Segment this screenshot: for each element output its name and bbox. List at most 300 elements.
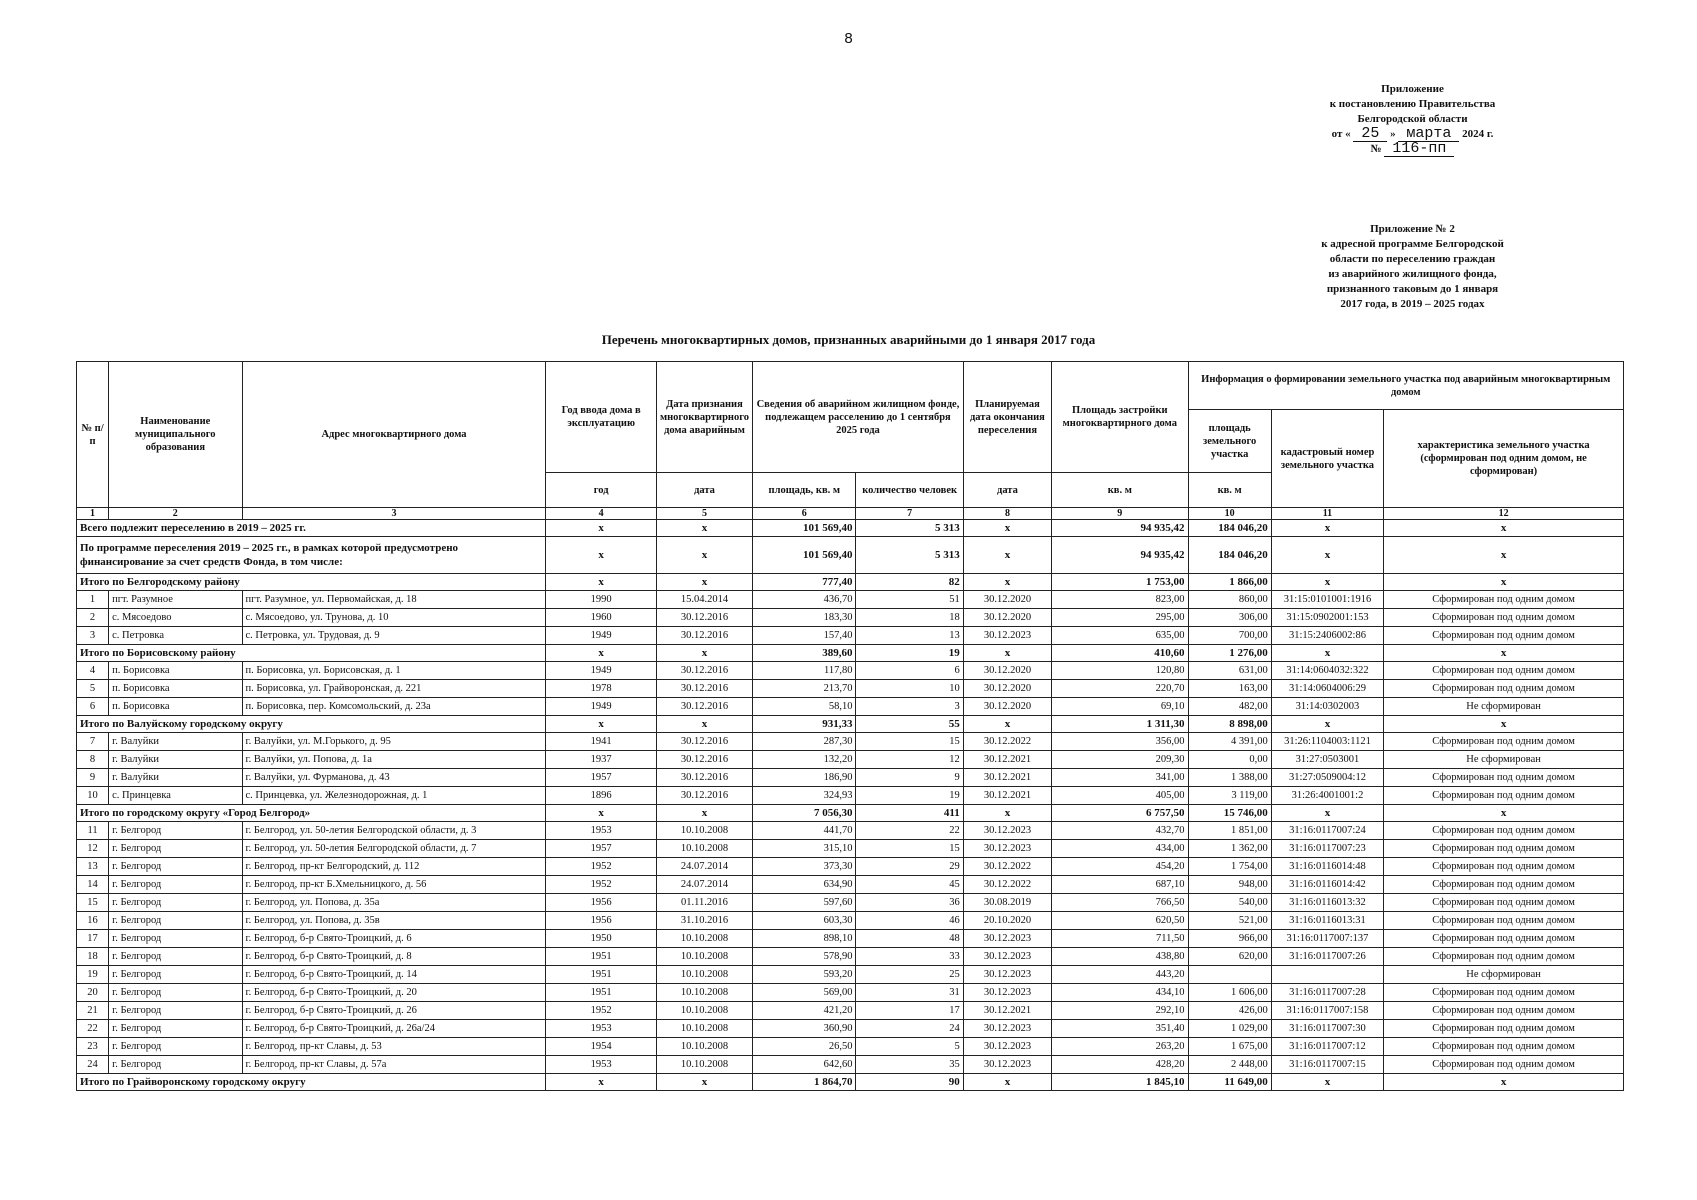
row-number: 16 bbox=[77, 912, 109, 930]
year-cell: 1954 bbox=[546, 1038, 656, 1056]
land-area-cell: 521,00 bbox=[1188, 912, 1271, 930]
people-cell: 411 bbox=[856, 805, 963, 822]
municipality-cell: г. Белгород bbox=[109, 1020, 242, 1038]
row-number: 19 bbox=[77, 966, 109, 984]
row-number: 21 bbox=[77, 1002, 109, 1020]
plan-date-cell: х bbox=[963, 645, 1051, 662]
address-cell: п. Борисовка, пер. Комсомольский, д. 23а bbox=[242, 698, 546, 716]
date-cell: 10.10.2008 bbox=[656, 1038, 752, 1056]
area-cell: 58,10 bbox=[753, 698, 856, 716]
municipality-cell: с. Принцевка bbox=[109, 787, 242, 805]
header-num: № п/п bbox=[77, 362, 109, 508]
total-row bbox=[77, 520, 1624, 537]
year-cell: 1952 bbox=[546, 1002, 656, 1020]
column-number: 8 bbox=[963, 508, 1051, 520]
people-cell: 15 bbox=[856, 840, 963, 858]
land-char-cell: Не сформирован bbox=[1384, 966, 1624, 984]
people-cell: 17 bbox=[856, 1002, 963, 1020]
date-cell: 30.12.2016 bbox=[656, 769, 752, 787]
year-cell: 1950 bbox=[546, 930, 656, 948]
plan-date-cell: 30.12.2023 bbox=[963, 1038, 1051, 1056]
column-number: 5 bbox=[656, 508, 752, 520]
table-row bbox=[77, 840, 1624, 858]
address-cell: п. Борисовка, ул. Борисовская, д. 1 bbox=[242, 662, 546, 680]
built-area-cell: 94 935,42 bbox=[1052, 520, 1188, 537]
municipality-cell: с. Петровка bbox=[109, 627, 242, 645]
year-cell: х bbox=[546, 520, 656, 537]
municipality-cell: г. Белгород bbox=[109, 948, 242, 966]
plan-date-cell: 30.12.2023 bbox=[963, 822, 1051, 840]
table-row bbox=[77, 984, 1624, 1002]
cadastral-cell: 31:27:0509004:12 bbox=[1271, 769, 1383, 787]
header-address: Адрес многоквартирного дома bbox=[242, 362, 546, 508]
year-cell: 1941 bbox=[546, 733, 656, 751]
unit-area: площадь, кв. м bbox=[753, 473, 856, 508]
area-cell: 931,33 bbox=[753, 716, 856, 733]
municipality-cell: г. Белгород bbox=[109, 858, 242, 876]
date-cell: 30.12.2016 bbox=[656, 733, 752, 751]
year-cell: 1960 bbox=[546, 609, 656, 627]
table-row bbox=[77, 822, 1624, 840]
document-title: Перечень многоквартирных домов, признанных аварийными до 1 января 2017 года bbox=[601, 332, 1096, 347]
built-area-cell: 295,00 bbox=[1052, 609, 1188, 627]
row-number: 9 bbox=[77, 769, 109, 787]
area-cell: 421,20 bbox=[753, 1002, 856, 1020]
area-cell: 593,20 bbox=[753, 966, 856, 984]
cadastral-cell: 31:15:2406002:86 bbox=[1271, 627, 1383, 645]
people-cell: 33 bbox=[856, 948, 963, 966]
land-char-cell: х bbox=[1384, 1074, 1624, 1091]
total-row bbox=[77, 1074, 1624, 1091]
table-row bbox=[77, 698, 1624, 716]
plan-date-cell: 30.12.2023 bbox=[963, 930, 1051, 948]
cadastral-cell: х bbox=[1271, 1074, 1383, 1091]
row-number: 14 bbox=[77, 876, 109, 894]
address-cell: п. Борисовка, ул. Грайворонская, д. 221 bbox=[242, 680, 546, 698]
decree-number bbox=[1290, 142, 1535, 157]
area-cell: 26,50 bbox=[753, 1038, 856, 1056]
header-built-area: Площадь застройки многоквартирного дома bbox=[1052, 362, 1188, 473]
plan-date-cell: 30.12.2020 bbox=[963, 591, 1051, 609]
land-char-cell: Сформирован под одним домом bbox=[1384, 591, 1624, 609]
land-area-cell: 482,00 bbox=[1188, 698, 1271, 716]
land-area-cell: 184 046,20 bbox=[1188, 520, 1271, 537]
area-cell: 7 056,30 bbox=[753, 805, 856, 822]
area-cell: 569,00 bbox=[753, 984, 856, 1002]
land-area-cell: 1 866,00 bbox=[1188, 574, 1271, 591]
unit-year: год bbox=[546, 473, 656, 508]
land-char-cell: Сформирован под одним домом bbox=[1384, 787, 1624, 805]
column-number: 10 bbox=[1188, 508, 1271, 520]
row-number: 22 bbox=[77, 1020, 109, 1038]
plan-date-cell: х bbox=[963, 716, 1051, 733]
row-number: 20 bbox=[77, 984, 109, 1002]
people-cell: 51 bbox=[856, 591, 963, 609]
people-cell: 36 bbox=[856, 894, 963, 912]
built-area-cell: 6 757,50 bbox=[1052, 805, 1188, 822]
people-cell: 19 bbox=[856, 645, 963, 662]
plan-date-cell: 30.12.2023 bbox=[963, 948, 1051, 966]
area-cell: 287,30 bbox=[753, 733, 856, 751]
address-cell: пгт. Разумное, ул. Первомайская, д. 18 bbox=[242, 591, 546, 609]
column-number: 6 bbox=[753, 508, 856, 520]
date-cell: 24.07.2014 bbox=[656, 858, 752, 876]
people-cell: 22 bbox=[856, 822, 963, 840]
total-label: Итого по Грайворонскому городскому округу bbox=[77, 1074, 546, 1091]
row-number: 10 bbox=[77, 787, 109, 805]
date-cell: 30.12.2016 bbox=[656, 662, 752, 680]
land-area-cell: 3 119,00 bbox=[1188, 787, 1271, 805]
people-cell: 25 bbox=[856, 966, 963, 984]
cadastral-cell: 31:16:0116013:32 bbox=[1271, 894, 1383, 912]
cadastral-cell: 31:16:0117007:158 bbox=[1271, 1002, 1383, 1020]
plan-date-cell: 30.12.2020 bbox=[963, 698, 1051, 716]
land-area-cell: 1 388,00 bbox=[1188, 769, 1271, 787]
address-cell: г. Белгород, ул. 50-летия Белгородской области, д. 3 bbox=[242, 822, 546, 840]
total-label: Всего подлежит переселению в 2019 – 2025 гг. bbox=[77, 520, 546, 537]
land-char-cell: х bbox=[1384, 805, 1624, 822]
address-cell: г. Белгород, б-р Свято-Троицкий, д. 26 bbox=[242, 1002, 546, 1020]
cadastral-cell: 31:16:0117007:12 bbox=[1271, 1038, 1383, 1056]
table-row bbox=[77, 930, 1624, 948]
total-label: По программе переселения 2019 – 2025 гг., в рамках которой предусмотрено финансирование за счет средств Фонда, в том числе: bbox=[77, 537, 546, 574]
people-cell: 82 bbox=[856, 574, 963, 591]
land-area-cell: 163,00 bbox=[1188, 680, 1271, 698]
land-char-cell: Сформирован под одним домом bbox=[1384, 984, 1624, 1002]
address-cell: г. Белгород, ул. Попова, д. 35а bbox=[242, 894, 546, 912]
header-land-info: Информация о формировании земельного участка под аварийным многоквартирным домом bbox=[1188, 362, 1623, 410]
cadastral-cell: 31:15:0101001:1916 bbox=[1271, 591, 1383, 609]
people-cell: 6 bbox=[856, 662, 963, 680]
row-number: 11 bbox=[77, 822, 109, 840]
header-land-char: характеристика земельного участка (сформирован под одним домом, не сформирован) bbox=[1384, 410, 1624, 508]
municipality-cell: с. Мясоедово bbox=[109, 609, 242, 627]
plan-date-cell: 30.12.2021 bbox=[963, 1002, 1051, 1020]
people-cell: 5 bbox=[856, 1038, 963, 1056]
year-cell: 1957 bbox=[546, 769, 656, 787]
people-cell: 19 bbox=[856, 787, 963, 805]
land-char-cell: х bbox=[1384, 645, 1624, 662]
table-body bbox=[77, 520, 1624, 1091]
municipality-cell: г. Белгород bbox=[109, 876, 242, 894]
land-char-cell: Сформирован под одним домом bbox=[1384, 769, 1624, 787]
date-cell: х bbox=[656, 716, 752, 733]
municipality-cell: г. Валуйки bbox=[109, 733, 242, 751]
built-area-cell: 687,10 bbox=[1052, 876, 1188, 894]
government-decree-appendix bbox=[1290, 82, 1535, 157]
decree-number-value: 116-пп bbox=[1384, 142, 1454, 157]
table-row bbox=[77, 948, 1624, 966]
land-char-cell: Сформирован под одним домом bbox=[1384, 858, 1624, 876]
unit-plan-date: дата bbox=[963, 473, 1051, 508]
address-cell: с. Принцевка, ул. Железнодорожная, д. 1 bbox=[242, 787, 546, 805]
table-row bbox=[77, 966, 1624, 984]
appendix-line: Белгородской области bbox=[1357, 113, 1468, 125]
land-area-cell: 966,00 bbox=[1188, 930, 1271, 948]
cadastral-cell: х bbox=[1271, 537, 1383, 574]
cadastral-cell: 31:16:0117007:26 bbox=[1271, 948, 1383, 966]
header-cadastral: кадастровый номер земельного участка bbox=[1271, 410, 1383, 508]
area-cell: 898,10 bbox=[753, 930, 856, 948]
cadastral-cell: 31:15:0902001:153 bbox=[1271, 609, 1383, 627]
date-mid: » bbox=[1390, 128, 1396, 140]
municipality-cell: г. Белгород bbox=[109, 984, 242, 1002]
address-cell: г. Белгород, б-р Свято-Троицкий, д. 26а/24 bbox=[242, 1020, 546, 1038]
emergency-housing-table bbox=[76, 361, 1624, 1091]
plan-date-cell: 30.12.2022 bbox=[963, 876, 1051, 894]
page-number: 8 bbox=[844, 30, 853, 47]
cadastral-cell: 31:27:0503001 bbox=[1271, 751, 1383, 769]
area-cell: 436,70 bbox=[753, 591, 856, 609]
cadastral-cell: 31:16:0116014:42 bbox=[1271, 876, 1383, 894]
column-number: 3 bbox=[242, 508, 546, 520]
municipality-cell: г. Валуйки bbox=[109, 769, 242, 787]
address-cell: г. Белгород, б-р Свято-Троицкий, д. 8 bbox=[242, 948, 546, 966]
year-cell: 1951 bbox=[546, 948, 656, 966]
appendix-line: Приложение № 2 bbox=[1370, 223, 1455, 235]
area-cell: 578,90 bbox=[753, 948, 856, 966]
built-area-cell: 428,20 bbox=[1052, 1056, 1188, 1074]
total-label: Итого по городскому округу «Город Белгород» bbox=[77, 805, 546, 822]
cadastral-cell: 31:16:0117007:15 bbox=[1271, 1056, 1383, 1074]
appendix-line: 2017 года, в 2019 – 2025 годах bbox=[1340, 298, 1485, 310]
built-area-cell: 432,70 bbox=[1052, 822, 1188, 840]
people-cell: 10 bbox=[856, 680, 963, 698]
built-area-cell: 454,20 bbox=[1052, 858, 1188, 876]
program-appendix bbox=[1290, 222, 1535, 312]
municipality-cell: п. Борисовка bbox=[109, 680, 242, 698]
land-char-cell: Сформирован под одним домом bbox=[1384, 662, 1624, 680]
land-area-cell: 1 362,00 bbox=[1188, 840, 1271, 858]
date-cell: х bbox=[656, 520, 752, 537]
column-number: 7 bbox=[856, 508, 963, 520]
header-land-area: площадь земельного участка bbox=[1188, 410, 1271, 473]
year-cell: х bbox=[546, 805, 656, 822]
cadastral-cell: 31:16:0116013:31 bbox=[1271, 912, 1383, 930]
people-cell: 18 bbox=[856, 609, 963, 627]
cadastral-cell: х bbox=[1271, 716, 1383, 733]
total-row bbox=[77, 645, 1624, 662]
plan-date-cell: 30.12.2020 bbox=[963, 609, 1051, 627]
people-cell: 3 bbox=[856, 698, 963, 716]
year-cell: 1951 bbox=[546, 966, 656, 984]
appendix-line: Приложение bbox=[1381, 83, 1444, 95]
municipality-cell: г. Белгород bbox=[109, 912, 242, 930]
year-cell: 1956 bbox=[546, 894, 656, 912]
appendix-line: области по переселению граждан bbox=[1329, 253, 1496, 265]
area-cell: 132,20 bbox=[753, 751, 856, 769]
date-cell: 10.10.2008 bbox=[656, 966, 752, 984]
year-cell: 1937 bbox=[546, 751, 656, 769]
table-row bbox=[77, 1056, 1624, 1074]
date-cell: 10.10.2008 bbox=[656, 1002, 752, 1020]
built-area-cell: 443,20 bbox=[1052, 966, 1188, 984]
built-area-cell: 94 935,42 bbox=[1052, 537, 1188, 574]
plan-date-cell: х bbox=[963, 520, 1051, 537]
people-cell: 31 bbox=[856, 984, 963, 1002]
cadastral-cell: х bbox=[1271, 805, 1383, 822]
year-cell: х bbox=[546, 1074, 656, 1091]
land-area-cell: 184 046,20 bbox=[1188, 537, 1271, 574]
plan-date-cell: 30.12.2020 bbox=[963, 662, 1051, 680]
decree-month: марта bbox=[1398, 127, 1459, 142]
land-char-cell: Сформирован под одним домом bbox=[1384, 1002, 1624, 1020]
built-area-cell: 120,80 bbox=[1052, 662, 1188, 680]
land-area-cell: 620,00 bbox=[1188, 948, 1271, 966]
people-cell: 35 bbox=[856, 1056, 963, 1074]
total-row bbox=[77, 574, 1624, 591]
row-number: 8 bbox=[77, 751, 109, 769]
land-char-cell: х bbox=[1384, 716, 1624, 733]
plan-date-cell: 30.12.2023 bbox=[963, 840, 1051, 858]
area-cell: 389,60 bbox=[753, 645, 856, 662]
row-number: 12 bbox=[77, 840, 109, 858]
municipality-cell: г. Белгород bbox=[109, 840, 242, 858]
built-area-cell: 711,50 bbox=[1052, 930, 1188, 948]
land-area-cell bbox=[1188, 966, 1271, 984]
land-area-cell: 700,00 bbox=[1188, 627, 1271, 645]
land-area-cell: 1 754,00 bbox=[1188, 858, 1271, 876]
area-cell: 1 864,70 bbox=[753, 1074, 856, 1091]
area-cell: 324,93 bbox=[753, 787, 856, 805]
plan-date-cell: х bbox=[963, 805, 1051, 822]
municipality-cell: г. Белгород bbox=[109, 1038, 242, 1056]
address-cell: г. Белгород, ул. Попова, д. 35в bbox=[242, 912, 546, 930]
row-number: 23 bbox=[77, 1038, 109, 1056]
date-cell: х bbox=[656, 1074, 752, 1091]
year-cell: х bbox=[546, 574, 656, 591]
year-cell: 1978 bbox=[546, 680, 656, 698]
land-area-cell: 540,00 bbox=[1188, 894, 1271, 912]
table-row bbox=[77, 1002, 1624, 1020]
people-cell: 45 bbox=[856, 876, 963, 894]
municipality-cell: г. Белгород bbox=[109, 930, 242, 948]
municipality-cell: г. Валуйки bbox=[109, 751, 242, 769]
column-number: 1 bbox=[77, 508, 109, 520]
date-cell: 24.07.2014 bbox=[656, 876, 752, 894]
year-cell: 1949 bbox=[546, 627, 656, 645]
address-cell: с. Мясоедово, ул. Трунова, д. 10 bbox=[242, 609, 546, 627]
land-area-cell: 860,00 bbox=[1188, 591, 1271, 609]
column-number: 11 bbox=[1271, 508, 1383, 520]
row-number: 17 bbox=[77, 930, 109, 948]
table-row bbox=[77, 733, 1624, 751]
address-cell: г. Белгород, пр-кт Белгородский, д. 112 bbox=[242, 858, 546, 876]
date-cell: 30.12.2016 bbox=[656, 627, 752, 645]
appendix-line: к адресной программе Белгородской bbox=[1321, 238, 1504, 250]
address-cell: г. Белгород, пр-кт Славы, д. 53 bbox=[242, 1038, 546, 1056]
plan-date-cell: 30.12.2020 bbox=[963, 680, 1051, 698]
year-cell: 1952 bbox=[546, 876, 656, 894]
year-cell: 1896 bbox=[546, 787, 656, 805]
appendix-line: к постановлению Правительства bbox=[1329, 98, 1496, 110]
area-cell: 360,90 bbox=[753, 1020, 856, 1038]
year-cell: х bbox=[546, 645, 656, 662]
cadastral-cell: 31:16:0116014:48 bbox=[1271, 858, 1383, 876]
cadastral-cell: 31:16:0117007:30 bbox=[1271, 1020, 1383, 1038]
decree-day: 25 bbox=[1353, 127, 1387, 142]
date-cell: 10.10.2008 bbox=[656, 1020, 752, 1038]
total-row bbox=[77, 805, 1624, 822]
total-label: Итого по Валуйскому городскому округу bbox=[77, 716, 546, 733]
row-number: 1 bbox=[77, 591, 109, 609]
year-cell: 1953 bbox=[546, 1056, 656, 1074]
table-row bbox=[77, 769, 1624, 787]
people-cell: 29 bbox=[856, 858, 963, 876]
year-cell: 1953 bbox=[546, 1020, 656, 1038]
cadastral-cell: 31:16:0117007:28 bbox=[1271, 984, 1383, 1002]
land-area-cell: 1 675,00 bbox=[1188, 1038, 1271, 1056]
date-cell: 30.12.2016 bbox=[656, 751, 752, 769]
number-prefix: № bbox=[1370, 143, 1382, 155]
people-cell: 12 bbox=[856, 751, 963, 769]
land-char-cell: Сформирован под одним домом bbox=[1384, 1038, 1624, 1056]
land-char-cell: х bbox=[1384, 520, 1624, 537]
table-row bbox=[77, 680, 1624, 698]
land-area-cell: 426,00 bbox=[1188, 1002, 1271, 1020]
unit-people: количество человек bbox=[856, 473, 963, 508]
table-row bbox=[77, 787, 1624, 805]
built-area-cell: 351,40 bbox=[1052, 1020, 1188, 1038]
plan-date-cell: 30.12.2023 bbox=[963, 627, 1051, 645]
table-row bbox=[77, 876, 1624, 894]
land-area-cell: 8 898,00 bbox=[1188, 716, 1271, 733]
plan-date-cell: 30.12.2023 bbox=[963, 1056, 1051, 1074]
land-area-cell: 1 029,00 bbox=[1188, 1020, 1271, 1038]
table-row bbox=[77, 591, 1624, 609]
area-cell: 634,90 bbox=[753, 876, 856, 894]
land-char-cell: Сформирован под одним домом bbox=[1384, 948, 1624, 966]
land-char-cell: х bbox=[1384, 537, 1624, 574]
date-cell: 10.10.2008 bbox=[656, 930, 752, 948]
cadastral-cell: х bbox=[1271, 645, 1383, 662]
land-area-cell: 1 851,00 bbox=[1188, 822, 1271, 840]
land-area-cell: 2 448,00 bbox=[1188, 1056, 1271, 1074]
cadastral-cell: 31:16:0117007:24 bbox=[1271, 822, 1383, 840]
people-cell: 9 bbox=[856, 769, 963, 787]
unit-land-area: кв. м bbox=[1188, 473, 1271, 508]
plan-date-cell: 30.12.2022 bbox=[963, 858, 1051, 876]
people-cell: 55 bbox=[856, 716, 963, 733]
plan-date-cell: х bbox=[963, 537, 1051, 574]
row-number: 24 bbox=[77, 1056, 109, 1074]
header-year-built: Год ввода дома в эксплуатацию bbox=[546, 362, 656, 473]
area-cell: 157,40 bbox=[753, 627, 856, 645]
date-cell: 30.12.2016 bbox=[656, 680, 752, 698]
header-municipality: Наименование муниципального образования bbox=[109, 362, 242, 508]
people-cell: 46 bbox=[856, 912, 963, 930]
address-cell: г. Белгород, пр-кт Славы, д. 57а bbox=[242, 1056, 546, 1074]
area-cell: 597,60 bbox=[753, 894, 856, 912]
land-char-cell: Сформирован под одним домом bbox=[1384, 930, 1624, 948]
row-number: 15 bbox=[77, 894, 109, 912]
land-area-cell: 631,00 bbox=[1188, 662, 1271, 680]
cadastral-cell: 31:16:0117007:137 bbox=[1271, 930, 1383, 948]
municipality-cell: г. Белгород bbox=[109, 1002, 242, 1020]
built-area-cell: 620,50 bbox=[1052, 912, 1188, 930]
built-area-cell: 766,50 bbox=[1052, 894, 1188, 912]
total-row bbox=[77, 537, 1624, 574]
people-cell: 90 bbox=[856, 1074, 963, 1091]
built-area-cell: 263,20 bbox=[1052, 1038, 1188, 1056]
date-cell: х bbox=[656, 645, 752, 662]
column-number: 12 bbox=[1384, 508, 1624, 520]
area-cell: 642,60 bbox=[753, 1056, 856, 1074]
table-row bbox=[77, 627, 1624, 645]
table-row bbox=[77, 894, 1624, 912]
cadastral-cell: 31:14:0604006:29 bbox=[1271, 680, 1383, 698]
land-area-cell: 306,00 bbox=[1188, 609, 1271, 627]
